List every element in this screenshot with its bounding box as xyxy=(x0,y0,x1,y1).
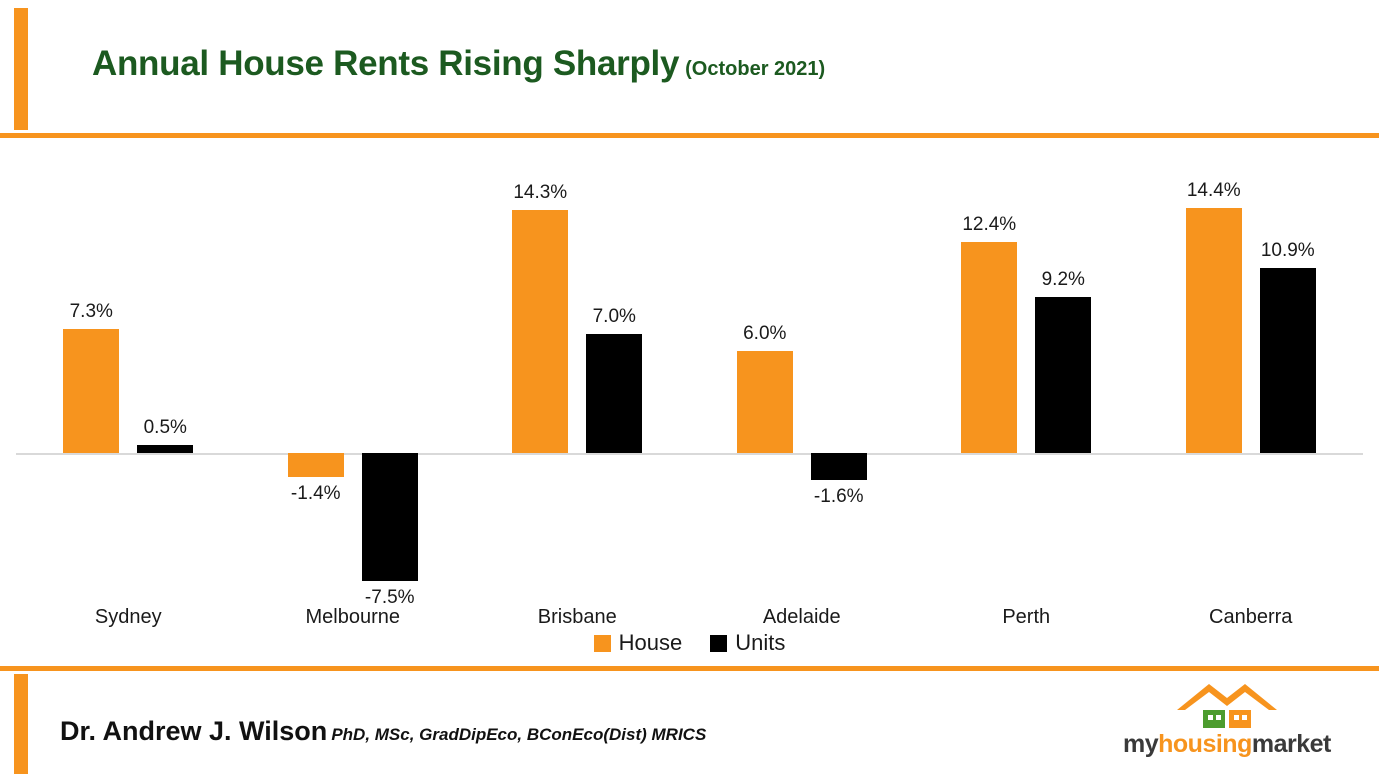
brand-logo xyxy=(1123,680,1331,766)
bar-pair xyxy=(465,158,690,598)
bar-value-label: -1.6% xyxy=(813,486,864,508)
bar-slot xyxy=(137,158,193,598)
legend-item-units xyxy=(710,630,785,656)
bar-pair xyxy=(16,158,241,598)
legend-label-units: Units xyxy=(735,630,786,655)
category-label-brisbane: Brisbane xyxy=(537,606,617,628)
bar-units-perth[interactable] xyxy=(1035,297,1091,453)
bar-groups xyxy=(16,158,1363,628)
bar-pair xyxy=(690,158,915,598)
bar-value-label: 10.9% xyxy=(1260,239,1315,261)
bar-house-perth[interactable] xyxy=(961,242,1017,453)
legend-swatch-units-icon xyxy=(710,635,727,652)
slide-footer xyxy=(0,666,1379,776)
bar-pair xyxy=(241,158,466,608)
bar-value-label: -7.5% xyxy=(364,586,415,608)
legend-label-house: House xyxy=(618,630,683,655)
bar-slot xyxy=(288,158,344,598)
plot-area xyxy=(16,158,1363,628)
bar-slot xyxy=(1260,158,1316,598)
category-label-canberra: Canberra xyxy=(1209,606,1293,628)
footer-accent-bar xyxy=(14,674,28,774)
bar-units-sydney[interactable] xyxy=(137,445,193,454)
bar-units-adelaide[interactable] xyxy=(811,453,867,480)
header-accent-bar xyxy=(14,8,28,130)
bar-units-canberra[interactable] xyxy=(1260,268,1316,453)
slide-header xyxy=(0,0,1379,138)
title-subtitle: (October 2021) xyxy=(685,58,826,80)
bar-house-canberra[interactable] xyxy=(1186,208,1242,453)
bar-group xyxy=(465,158,690,628)
bar-pair xyxy=(1139,158,1364,598)
category-label-adelaide: Adelaide xyxy=(762,606,841,628)
bar-house-adelaide[interactable] xyxy=(737,351,793,453)
bar-group xyxy=(1139,158,1364,628)
bar-group xyxy=(690,158,915,628)
bar-slot xyxy=(1186,158,1242,598)
bar-house-melbourne[interactable] xyxy=(288,453,344,477)
category-label-perth: Perth xyxy=(1002,606,1051,628)
bar-slot xyxy=(63,158,119,598)
house-roof-icon xyxy=(1175,680,1279,732)
bar-value-label: 14.4% xyxy=(1186,180,1241,202)
page-title xyxy=(92,44,825,84)
category-label-sydney: Sydney xyxy=(94,606,162,628)
bar-value-label: 7.3% xyxy=(69,300,113,322)
author-block xyxy=(60,716,706,747)
bar-slot xyxy=(811,158,867,598)
brand-text-market: market xyxy=(1251,730,1331,758)
author-name: Dr. Andrew J. Wilson xyxy=(60,716,328,746)
bar-value-label: 9.2% xyxy=(1041,268,1085,290)
bar-value-label: 7.0% xyxy=(592,306,636,327)
bar-value-label: 12.4% xyxy=(962,214,1017,236)
bar-group xyxy=(16,158,241,628)
legend-swatch-house-icon xyxy=(594,635,611,652)
bar-group xyxy=(914,158,1139,628)
author-credentials: PhD, MSc, GradDipEco, BConEco(Dist) MRICS xyxy=(331,725,707,744)
brand-wordmark xyxy=(1123,730,1331,759)
brand-text-my: my xyxy=(1123,730,1159,758)
brand-text-housing: housing xyxy=(1158,730,1252,758)
bar-slot xyxy=(1035,158,1091,598)
bar-slot xyxy=(737,158,793,598)
bar-pair xyxy=(914,158,1139,598)
bar-value-label: 6.0% xyxy=(743,323,787,344)
chart-legend xyxy=(0,630,1379,656)
bar-units-brisbane[interactable] xyxy=(586,334,642,453)
bar-slot xyxy=(586,158,642,598)
bar-value-label: -1.4% xyxy=(290,482,341,504)
chart xyxy=(0,138,1379,666)
bar-house-brisbane[interactable] xyxy=(512,210,568,453)
bar-slot xyxy=(961,158,1017,598)
footer-divider xyxy=(0,666,1379,671)
bar-slot xyxy=(512,158,568,598)
title-main: Annual House Rents Rising Sharply xyxy=(92,44,680,83)
legend-item-house xyxy=(594,630,683,656)
bar-group xyxy=(241,158,466,628)
bar-units-melbourne[interactable] xyxy=(362,453,418,581)
bar-house-sydney[interactable] xyxy=(63,329,119,453)
bar-value-label: 0.5% xyxy=(143,416,187,438)
bar-slot xyxy=(362,158,418,608)
category-label-melbourne: Melbourne xyxy=(305,606,400,628)
bar-value-label: 14.3% xyxy=(513,181,568,203)
